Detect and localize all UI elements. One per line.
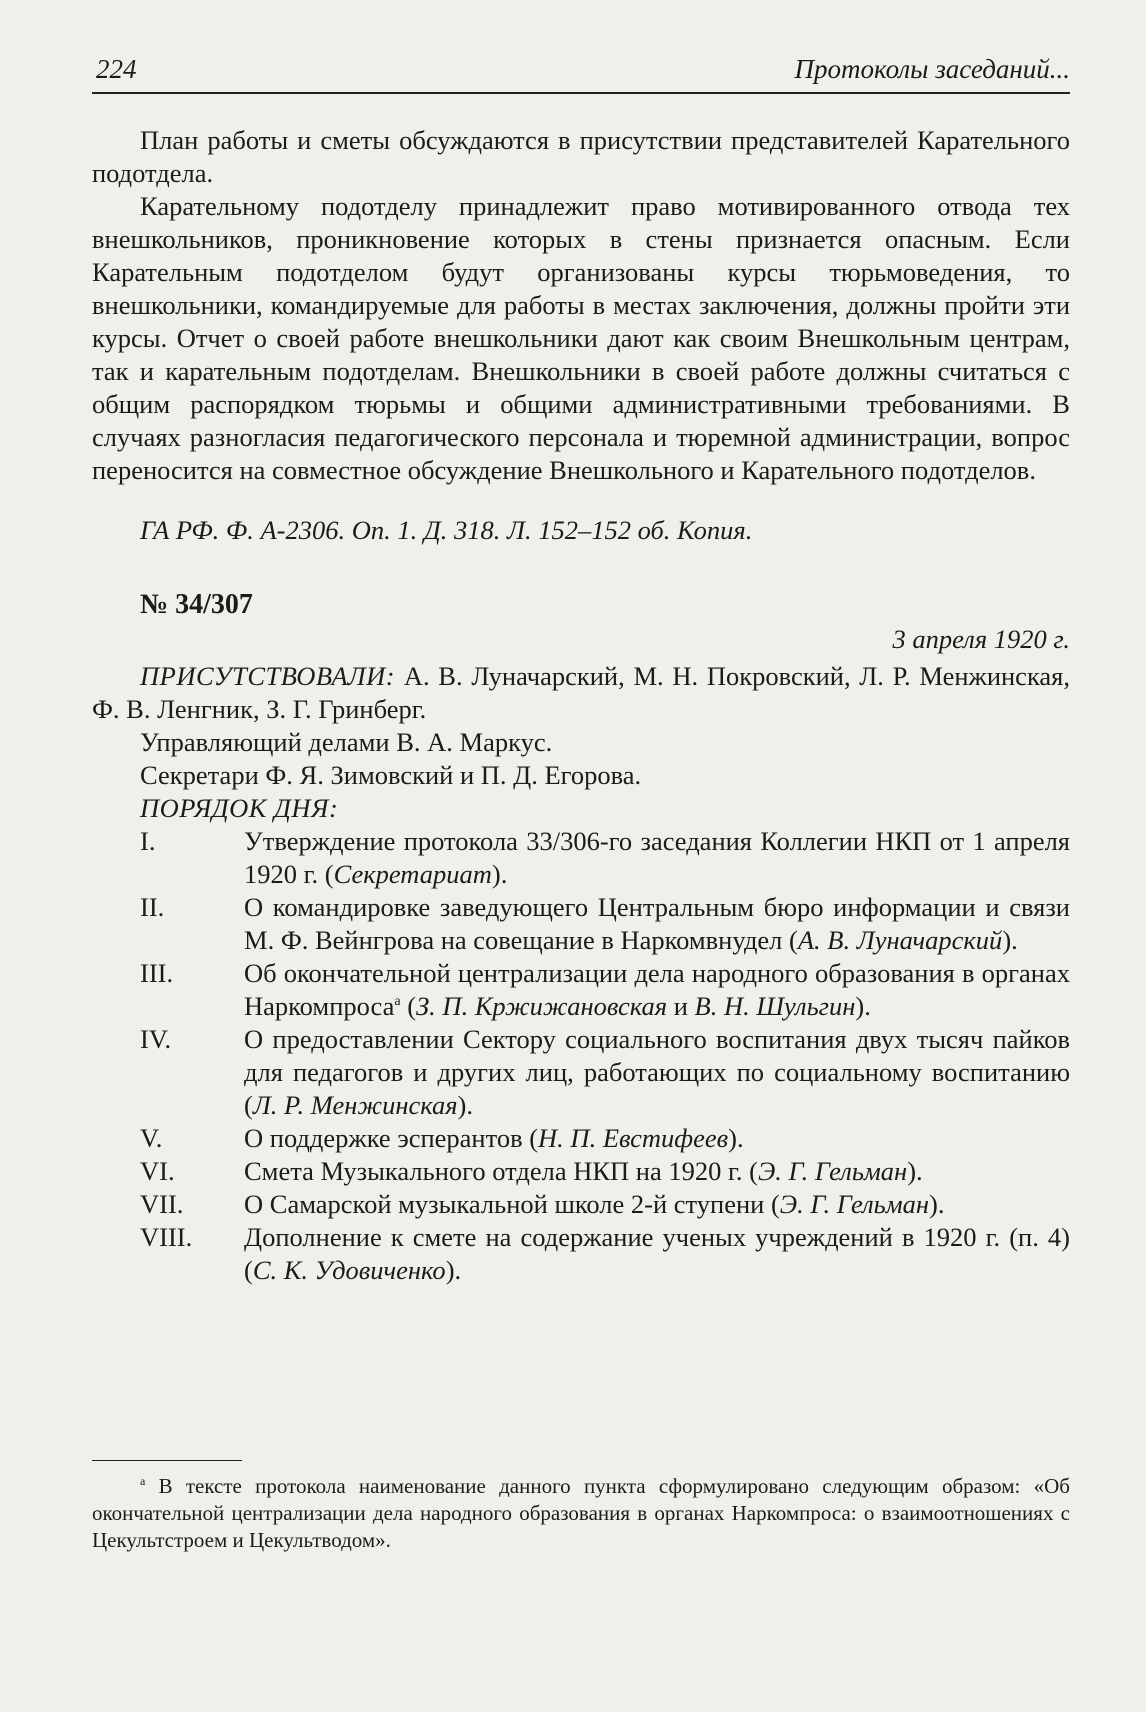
agenda-item-number: IV.	[140, 1024, 172, 1054]
page-number: 224	[96, 54, 137, 84]
footnote	[92, 1473, 1070, 1554]
attendees-names: А. В. Луначарский, М. Н. Покровский, Л. Р. Менжинская, Ф. В. Ленгник, З. Г. Гринберг.	[92, 661, 1070, 724]
speaker: В. Н. Шульгин	[694, 991, 856, 1021]
agenda-item-text: Об окончательной централизации дела народного образования в органах Наркомпроса$^а$ (З. П. Кржижановская и В. Н. Шульгин).	[244, 958, 1070, 1021]
agenda-item-number: I.	[140, 826, 156, 856]
agenda-item	[92, 1122, 1070, 1155]
protocol-number: № 34/307	[140, 589, 253, 620]
manager-line: Управляющий делами В. А. Маркус.	[140, 727, 553, 757]
agenda-item-text: Утверждение протокола 33/306-го заседания Коллегии НКП от 1 апреля 1920 г. (Секретариат).	[244, 826, 1070, 889]
speaker: Секретариат	[333, 859, 492, 889]
agenda-item	[92, 1221, 1070, 1287]
footnote-text: В тексте протокола наименование данного пункта сформулировано следующим образом: «Об окончательной централизации дела народного образования в органах Наркомпроса: о взаимоотношениях с Цекультстроем и Цекультводом».	[92, 1474, 1070, 1552]
agenda-item	[92, 1188, 1070, 1221]
speaker: Э. Г. Гельман	[757, 1156, 908, 1186]
agenda-item	[92, 1023, 1070, 1122]
attendees-label: ПРИСУТСТВОВАЛИ:	[140, 661, 396, 691]
page-header	[92, 46, 1070, 94]
intro-paragraph-1: План работы и сметы обсуждаются в присутствии представителей Карательного подотдела.	[92, 125, 1070, 188]
footnote-mark: а	[140, 1474, 146, 1488]
attendees	[92, 660, 1070, 726]
secretaries-line: Секретари Ф. Я. Зимовский и П. Д. Егорова.	[140, 760, 642, 790]
speaker: Э. Г. Гельман	[779, 1189, 930, 1219]
running-title: Протоколы заседаний...	[794, 54, 1070, 84]
agenda-item	[92, 1155, 1070, 1188]
page-body	[92, 124, 1070, 1287]
agenda-item-number: VIII.	[140, 1222, 193, 1252]
speaker: З. П. Кржижановская	[416, 991, 668, 1021]
speaker: Н. П. Евстифеев	[538, 1123, 729, 1153]
footnote-marker: а	[394, 994, 401, 1010]
footnote-divider	[92, 1460, 242, 1461]
agenda-item-number: II.	[140, 892, 165, 922]
agenda-item-number: III.	[140, 958, 174, 988]
speaker: С. К. Удовиченко	[252, 1255, 446, 1285]
agenda-item-number: VI.	[140, 1156, 175, 1186]
agenda-heading: ПОРЯДОК ДНЯ:	[140, 793, 339, 823]
agenda-list	[92, 825, 1070, 1287]
agenda-item	[92, 891, 1070, 957]
intro-paragraph-2: Карательному подотделу принадлежит право мотивированного отвода тех внешкольников, проникновение которых в стены признается опасным. Если Карательным подотделом будут организованы курсы тюрьмоведения, то внешкольники, командируемые для работы в местах заключения, должны пройти эти курсы. Отчет о своей работе внешкольники дают как своим Внешкольным центрам, так и карательным подотделам. Внешкольники в своей работе должны считаться с общим распорядком тюрьмы и общими административными требованиями. В случаях разногласия педагогического персонала и тюремной администрации, вопрос переносится на совместное обсуждение Внешкольного и Карательного подотделов.	[92, 191, 1070, 485]
agenda-item-text: Дополнение к смете на содержание ученых учреждений в 1920 г. (п. 4) (С. К. Удовиченко).	[244, 1222, 1070, 1285]
agenda-item-text: О поддержке эсперантов (Н. П. Евстифеев).	[244, 1123, 744, 1153]
agenda-item-text: О Самарской музыкальной школе 2-й ступени (Э. Г. Гельман).	[244, 1189, 945, 1219]
speaker: Л. Р. Менжинская	[252, 1090, 458, 1120]
agenda-item-text: О командировке заведующего Центральным бюро информации и связи М. Ф. Вейнгрова на совещание в Наркомвнудел (А. В. Луначарский).	[244, 892, 1070, 955]
agenda-item-text: Смета Музыкального отдела НКП на 1920 г. (Э. Г. Гельман).	[244, 1156, 923, 1186]
agenda-item	[92, 825, 1070, 891]
agenda-item	[92, 957, 1070, 1023]
agenda-item-number: V.	[140, 1123, 163, 1153]
archive-source: ГА РФ. Ф. А-2306. Оп. 1. Д. 318. Л. 152–152 об. Копия.	[140, 515, 753, 545]
agenda-item-text: О предоставлении Сектору социального воспитания двух тысяч пайков для педагогов и других лиц, работающих по социальному воспитанию (Л. Р. Менжинская).	[244, 1024, 1070, 1120]
protocol-date: 3 апреля 1920 г.	[892, 624, 1070, 654]
speaker: А. В. Луначарский	[797, 925, 1003, 955]
agenda-item-number: VII.	[140, 1189, 184, 1219]
